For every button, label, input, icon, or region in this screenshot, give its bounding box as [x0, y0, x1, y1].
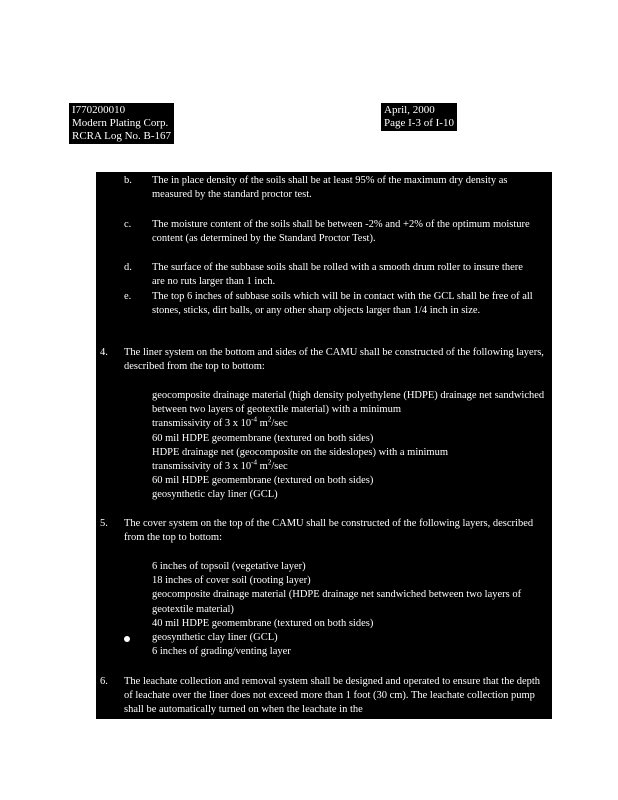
- item-marker-c: c.: [124, 219, 132, 230]
- document-date: April, 2000: [384, 104, 435, 116]
- cover-layer-1: 6 inches of topsoil (vegetative layer): [152, 561, 306, 572]
- item-d-text: The surface of the subbase soils shall be rolled with a smooth drum roller to insure there are no ruts larger than 1 inch.: [152, 262, 523, 288]
- cover-layer-3: geocomposite drainage material (HDPE drainage net sandwiched between two layers of geotextile material): [152, 589, 522, 615]
- liner-layer-3-transmissivity: transmissivity of 3 x $10^{-4}$ $m^2/\sec$: [152, 458, 288, 473]
- item-c-text: The moisture content of the soils shall be between -2% and +2% of the optimum moisture content (as determined by the Standard Proctor Test).: [152, 219, 530, 245]
- cover-layer-5: geosynthetic clay liner (GCL): [152, 632, 278, 644]
- document-body: [96, 172, 552, 719]
- item-marker-4: 4.: [100, 347, 108, 358]
- log-number: RCRA Log No. B-167: [72, 130, 172, 142]
- liner-layer-3: HDPE drainage net (geocomposite on the sideslopes) with a minimum: [152, 446, 448, 458]
- company-name: Modern Plating Corp.: [72, 117, 169, 129]
- liner-layers-list: [152, 389, 548, 503]
- item-marker-e: e.: [124, 291, 132, 302]
- item-4-text: The liner system on the bottom and sides of the CAMU shall be constructed of the following layers, described from the top to bottom:: [124, 347, 544, 373]
- item-5-text: The cover system on the top of the CAMU shall be constructed of the following layers, described from the top to bottom:: [124, 518, 534, 544]
- document-id-block: [69, 103, 174, 144]
- liner-layer-1-transmissivity: transmissivity of 3 x $10^{-4}$ $m^2/\sec$: [152, 415, 288, 430]
- item-marker-d: d.: [124, 262, 132, 273]
- bullet-icon: [124, 636, 130, 642]
- liner-layer-4: 60 mil HDPE geomembrane (textured on both sides): [152, 475, 374, 487]
- item-b-text: The in place density of the soils shall be at least 95% of the maximum dry density as measured by the standard proctor test.: [152, 175, 508, 201]
- item-6-text: The leachate collection and removal system shall be designed and operated to ensure that the depth of leachate over the liner does not exceed more than 1 foot (30 cm). The leachate collection pump shall be automatically turned on when the leachate in the: [124, 676, 541, 716]
- cover-layer-6: 6 inches of grading/venting layer: [152, 646, 291, 658]
- date-page-block: [381, 103, 457, 131]
- document-id: I770200010: [72, 104, 126, 116]
- cover-layer-2: 18 inches of cover soil (rooting layer): [152, 575, 311, 587]
- liner-layer-5: geosynthetic clay liner (GCL): [152, 489, 278, 501]
- cover-layers-list: [152, 560, 542, 659]
- page-number: Page I-3 of I-10: [384, 117, 454, 129]
- item-e-text: The top 6 inches of subbase soils which will be in contact with the GCL shall be free of all stones, sticks, dirt balls, or any other sharp objects larger than 1/4 inch in size.: [152, 291, 533, 317]
- liner-layer-2: 60 mil HDPE geomembrane (textured on both sides): [152, 432, 374, 444]
- item-marker-5: 5.: [100, 518, 108, 529]
- item-marker-b: b.: [124, 175, 132, 186]
- item-marker-6: 6.: [100, 676, 108, 687]
- cover-layer-4: 40 mil HDPE geomembrane (textured on both sides): [152, 617, 374, 629]
- liner-layer-1: geocomposite drainage material (high density polyethylene (HDPE) drainage net sandwiched between two layers of geotextile material) with a minimum: [152, 390, 545, 416]
